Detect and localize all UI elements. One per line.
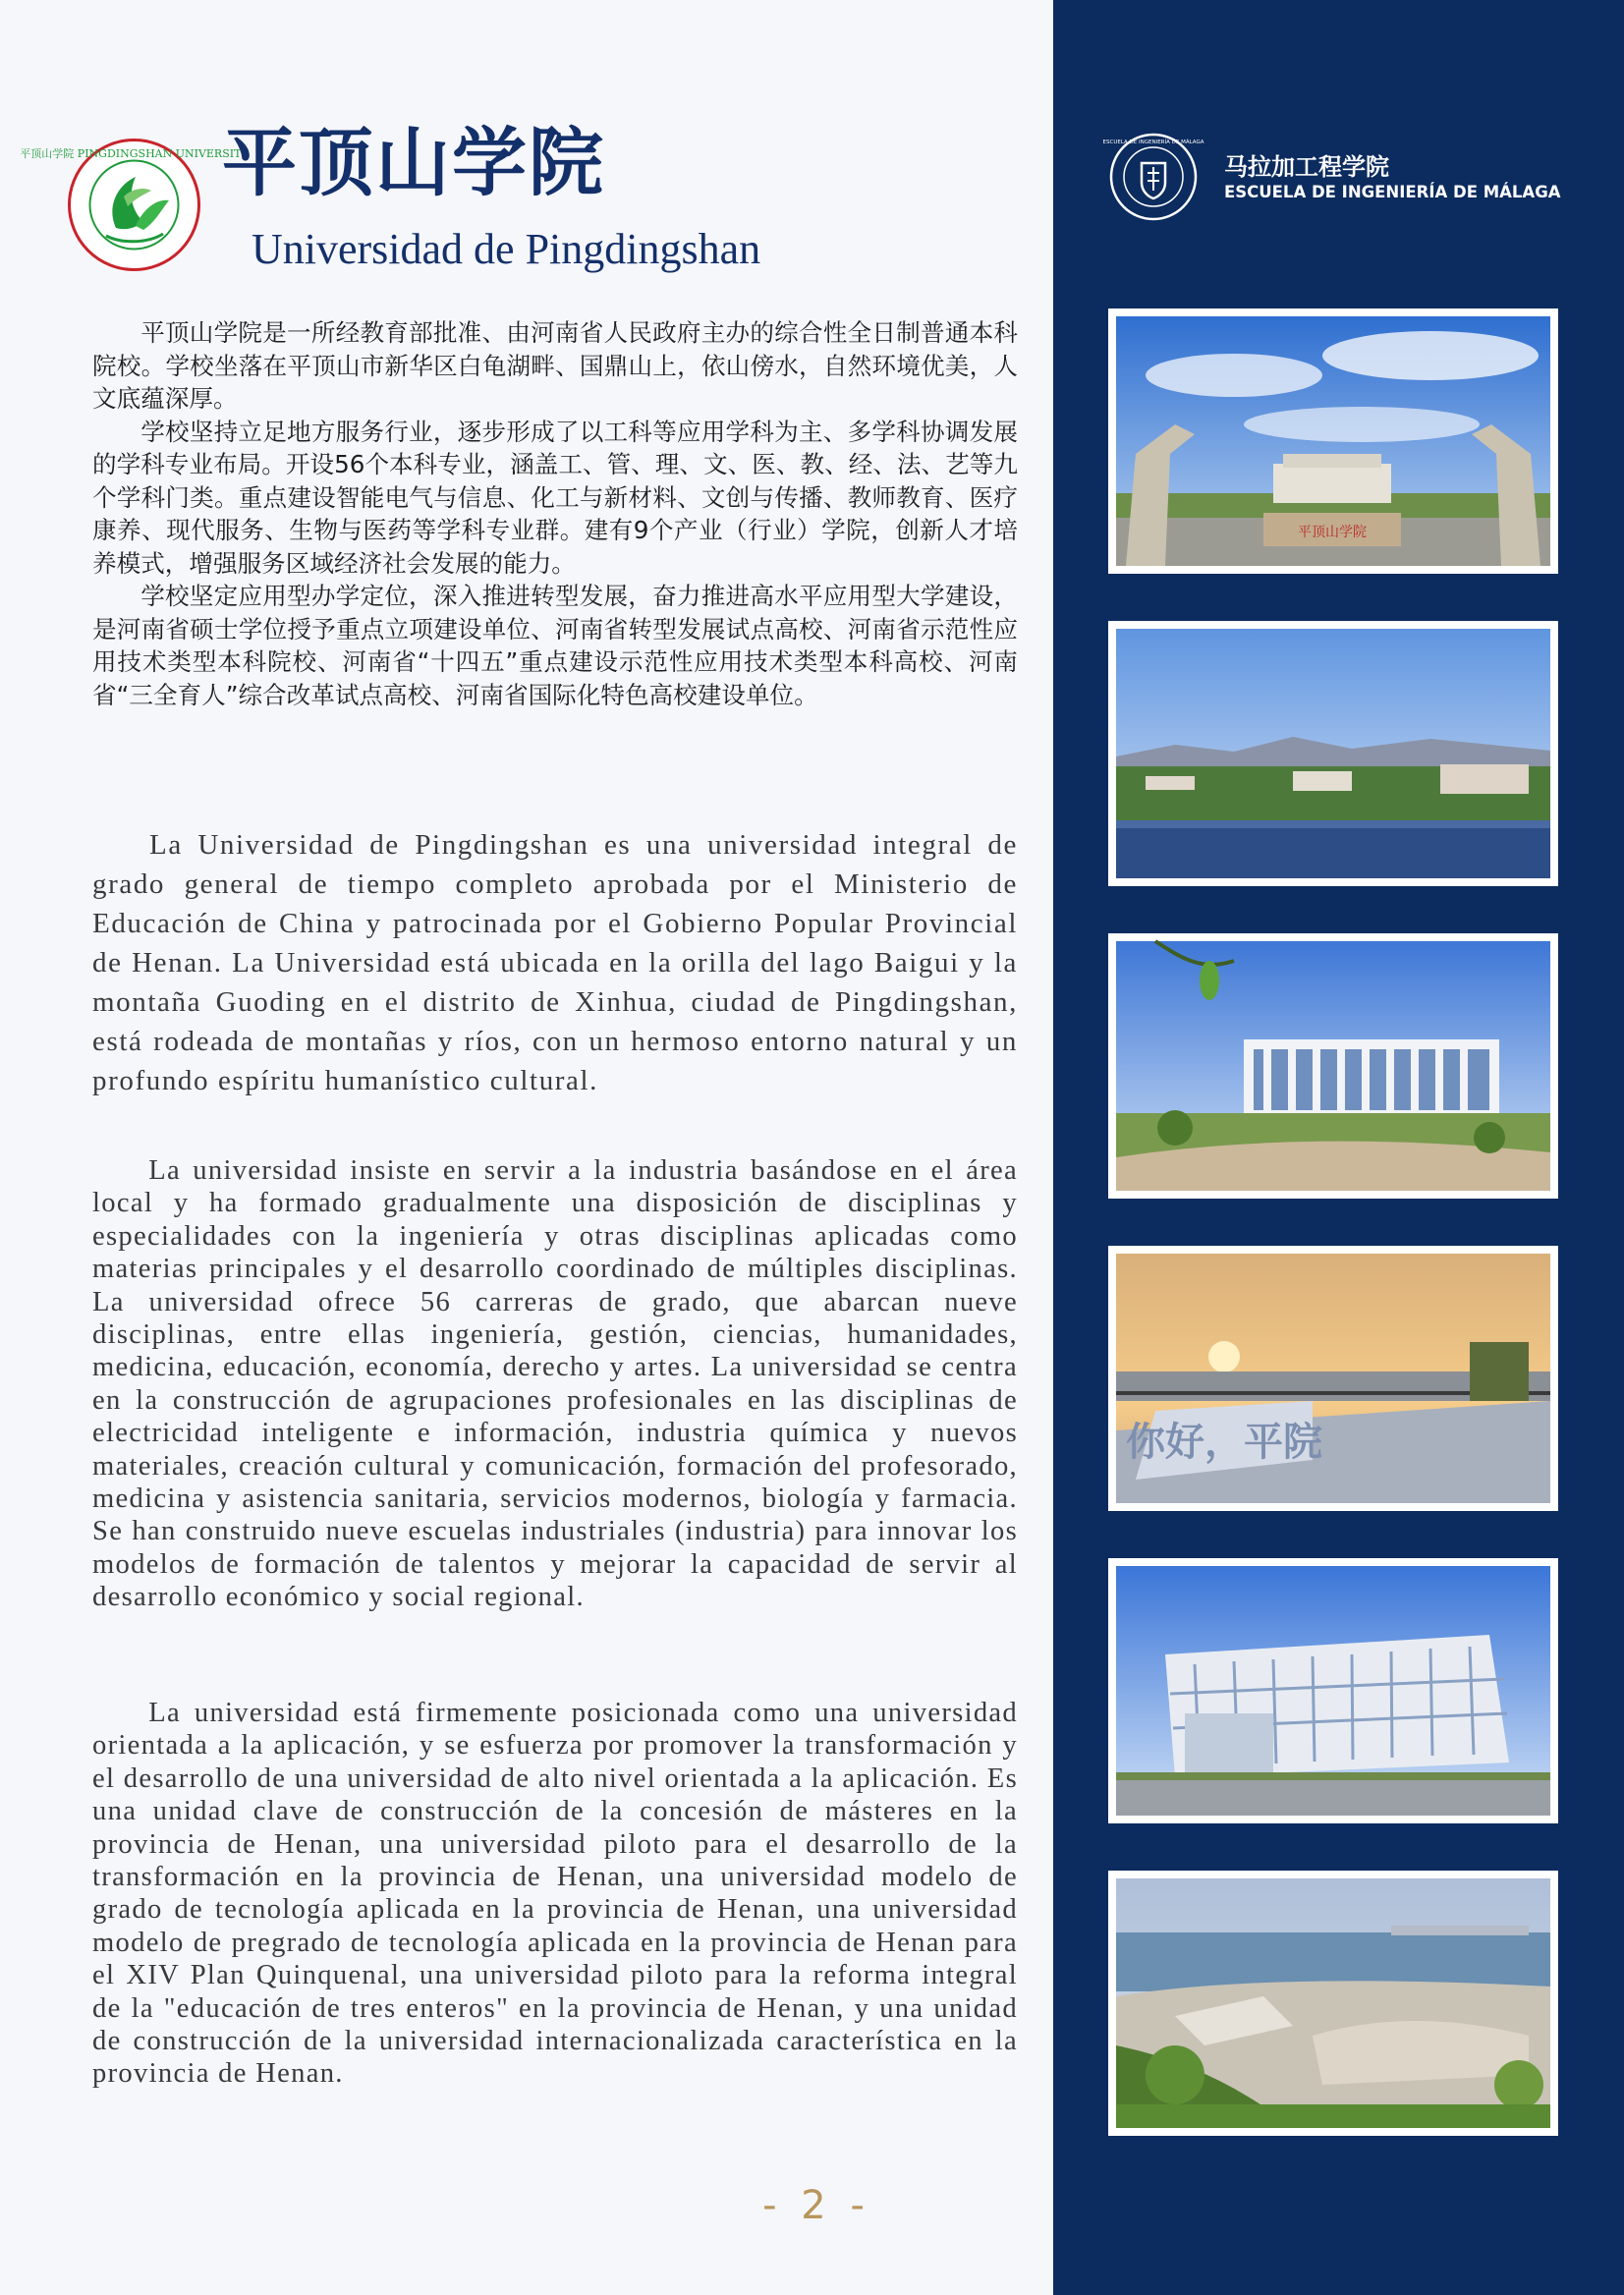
photo-sunset-plaza: [1108, 1246, 1558, 1511]
spanish-paragraph: La Universidad de Pingdingshan es una universidad integral de grado general de tiempo completo aprobada por el Ministerio de Educación de China y patrocinada por el Gobierno Popular Provincial de Henan. La Universidad está ubicada en la orilla del lago Baigui y la montaña Guoding en el distrito de Xinhua, ciudad de Pingdingshan, está rodeada de montañas y ríos, con un hermoso entorno natural y un profundo espíritu humanístico cultural.: [92, 829, 1018, 1096]
spanish-introduction: [92, 825, 1018, 1100]
chinese-paragraph: 平顶山学院是一所经教育部批准、由河南省人民政府主办的综合性全日制普通本科院校。学校坐落在平顶山市新华区白龟湖畔、国鼎山上，依山傍水，自然环境优美，人文底蕴深厚。: [92, 318, 1018, 413]
spanish-disciplines: [92, 1154, 1018, 1614]
photo-campus-gate: [1108, 308, 1558, 574]
partner-name-cn: 马拉加工程学院: [1224, 153, 1389, 181]
partner-name-es: ESCUELA DE INGENIERÍA DE MÁLAGA: [1224, 183, 1561, 201]
spanish-paragraph: La universidad está firmemente posicionada como una universidad orientada a la aplicación, y se esfuerza por promover la transformación y el desarrollo de una universidad de alto nivel orientada a la aplicación. Es una unidad clave de construcción de la concesión de másteres en la provincia de Henan, una universidad piloto para el desarrollo de la transformación en la provincia de Henan, una universidad modelo de grado de tecnología aplicada en la provincia de Henan, una universidad modelo de pregrado de tecnología aplicada en la provincia de Henan para el XIV Plan Quinquenal, una universidad piloto para la reforma integral de la "educación de tres enteros" en la provincia de Henan, y una unidad de construcción de la universidad internacionalizada característica en la provincia de Henan.: [92, 1698, 1018, 2090]
page-number: - 2 -: [762, 2183, 870, 2228]
spanish-positioning: [92, 1697, 1018, 2091]
photo-academic-building: [1108, 933, 1558, 1199]
gate-sign: 平顶山学院: [1298, 525, 1367, 540]
page-subtitle: Universidad de Pingdingshan: [252, 225, 761, 273]
spanish-paragraph: La universidad insiste en servir a la industria basándose en el área local y ha formado gradualmente una disposición de disciplinas y especialidades con la ingeniería y otras disciplinas aplicadas como materias principales y el desarrollo coordinado de múltiples disciplinas. La universidad ofrece 56 carreras de grado, que abarcan nueve disciplinas, entre ellas ingeniería, gestión, ciencias, humanidades, medicina, educación, economía, derecho y artes. La universidad se centra en la construcción de agrupaciones profesionales en las disciplinas de electricidad inteligente e información, industria química y nuevos materiales, creación cultural y comunicación, formación del profesorado, medicina y asistencia sanitaria, servicios modernos, biología y farmacia. Se han construido nueve escuelas industriales (industria) para innovar los modelos de formación de talentos y mejorar la capacidad de servir al desarrollo económico y social regional.: [92, 1155, 1018, 1613]
chinese-paragraph: 学校坚定应用型办学定位，深入推进转型发展，奋力推进高水平应用型大学建设，是河南省硕士学位授予重点立项建设单位、河南省转型发展试点高校、河南省示范性应用技术类型本科院校、河南省“十四五”重点建设示范性应用技术类型本科高校、河南省“三全育人”综合改革试点高校、河南省国际化特色高校建设单位。: [92, 582, 1018, 709]
malaga-logo-text: ESCUELA DE INGENIERÍA DE MÁLAGA: [1102, 140, 1204, 145]
malaga-school-logo: [1102, 132, 1204, 222]
plaza-sign: 你好，平院: [1126, 1420, 1322, 1465]
photo-glass-building: [1108, 1558, 1558, 1823]
page-title: 平顶山学院: [222, 119, 605, 206]
chinese-paragraph: 学校坚持立足地方服务行业，逐步形成了以工科等应用学科为主、多学科协调发展的学科专业布局。开设56个本科专业，涵盖工、管、理、文、医、教、经、法、艺等九个学科门类。重点建设智能电气与信息、化工与新材料、文创与传播、教师教育、医疗康养、现代服务、生物与医药等学科专业群。建有9个产业（行业）学院，创新人才培养模式，增强服务区域经济社会发展的能力。: [92, 417, 1018, 578]
pingdingshan-logo: [20, 138, 249, 272]
logo-ring-text: 平顶山学院 PINGDINGSHAN UNIVERSITY: [20, 147, 249, 160]
photo-lake-campus: [1108, 621, 1558, 886]
photo-lakeside-park: [1108, 1871, 1558, 2136]
chinese-introduction: [92, 316, 1018, 711]
